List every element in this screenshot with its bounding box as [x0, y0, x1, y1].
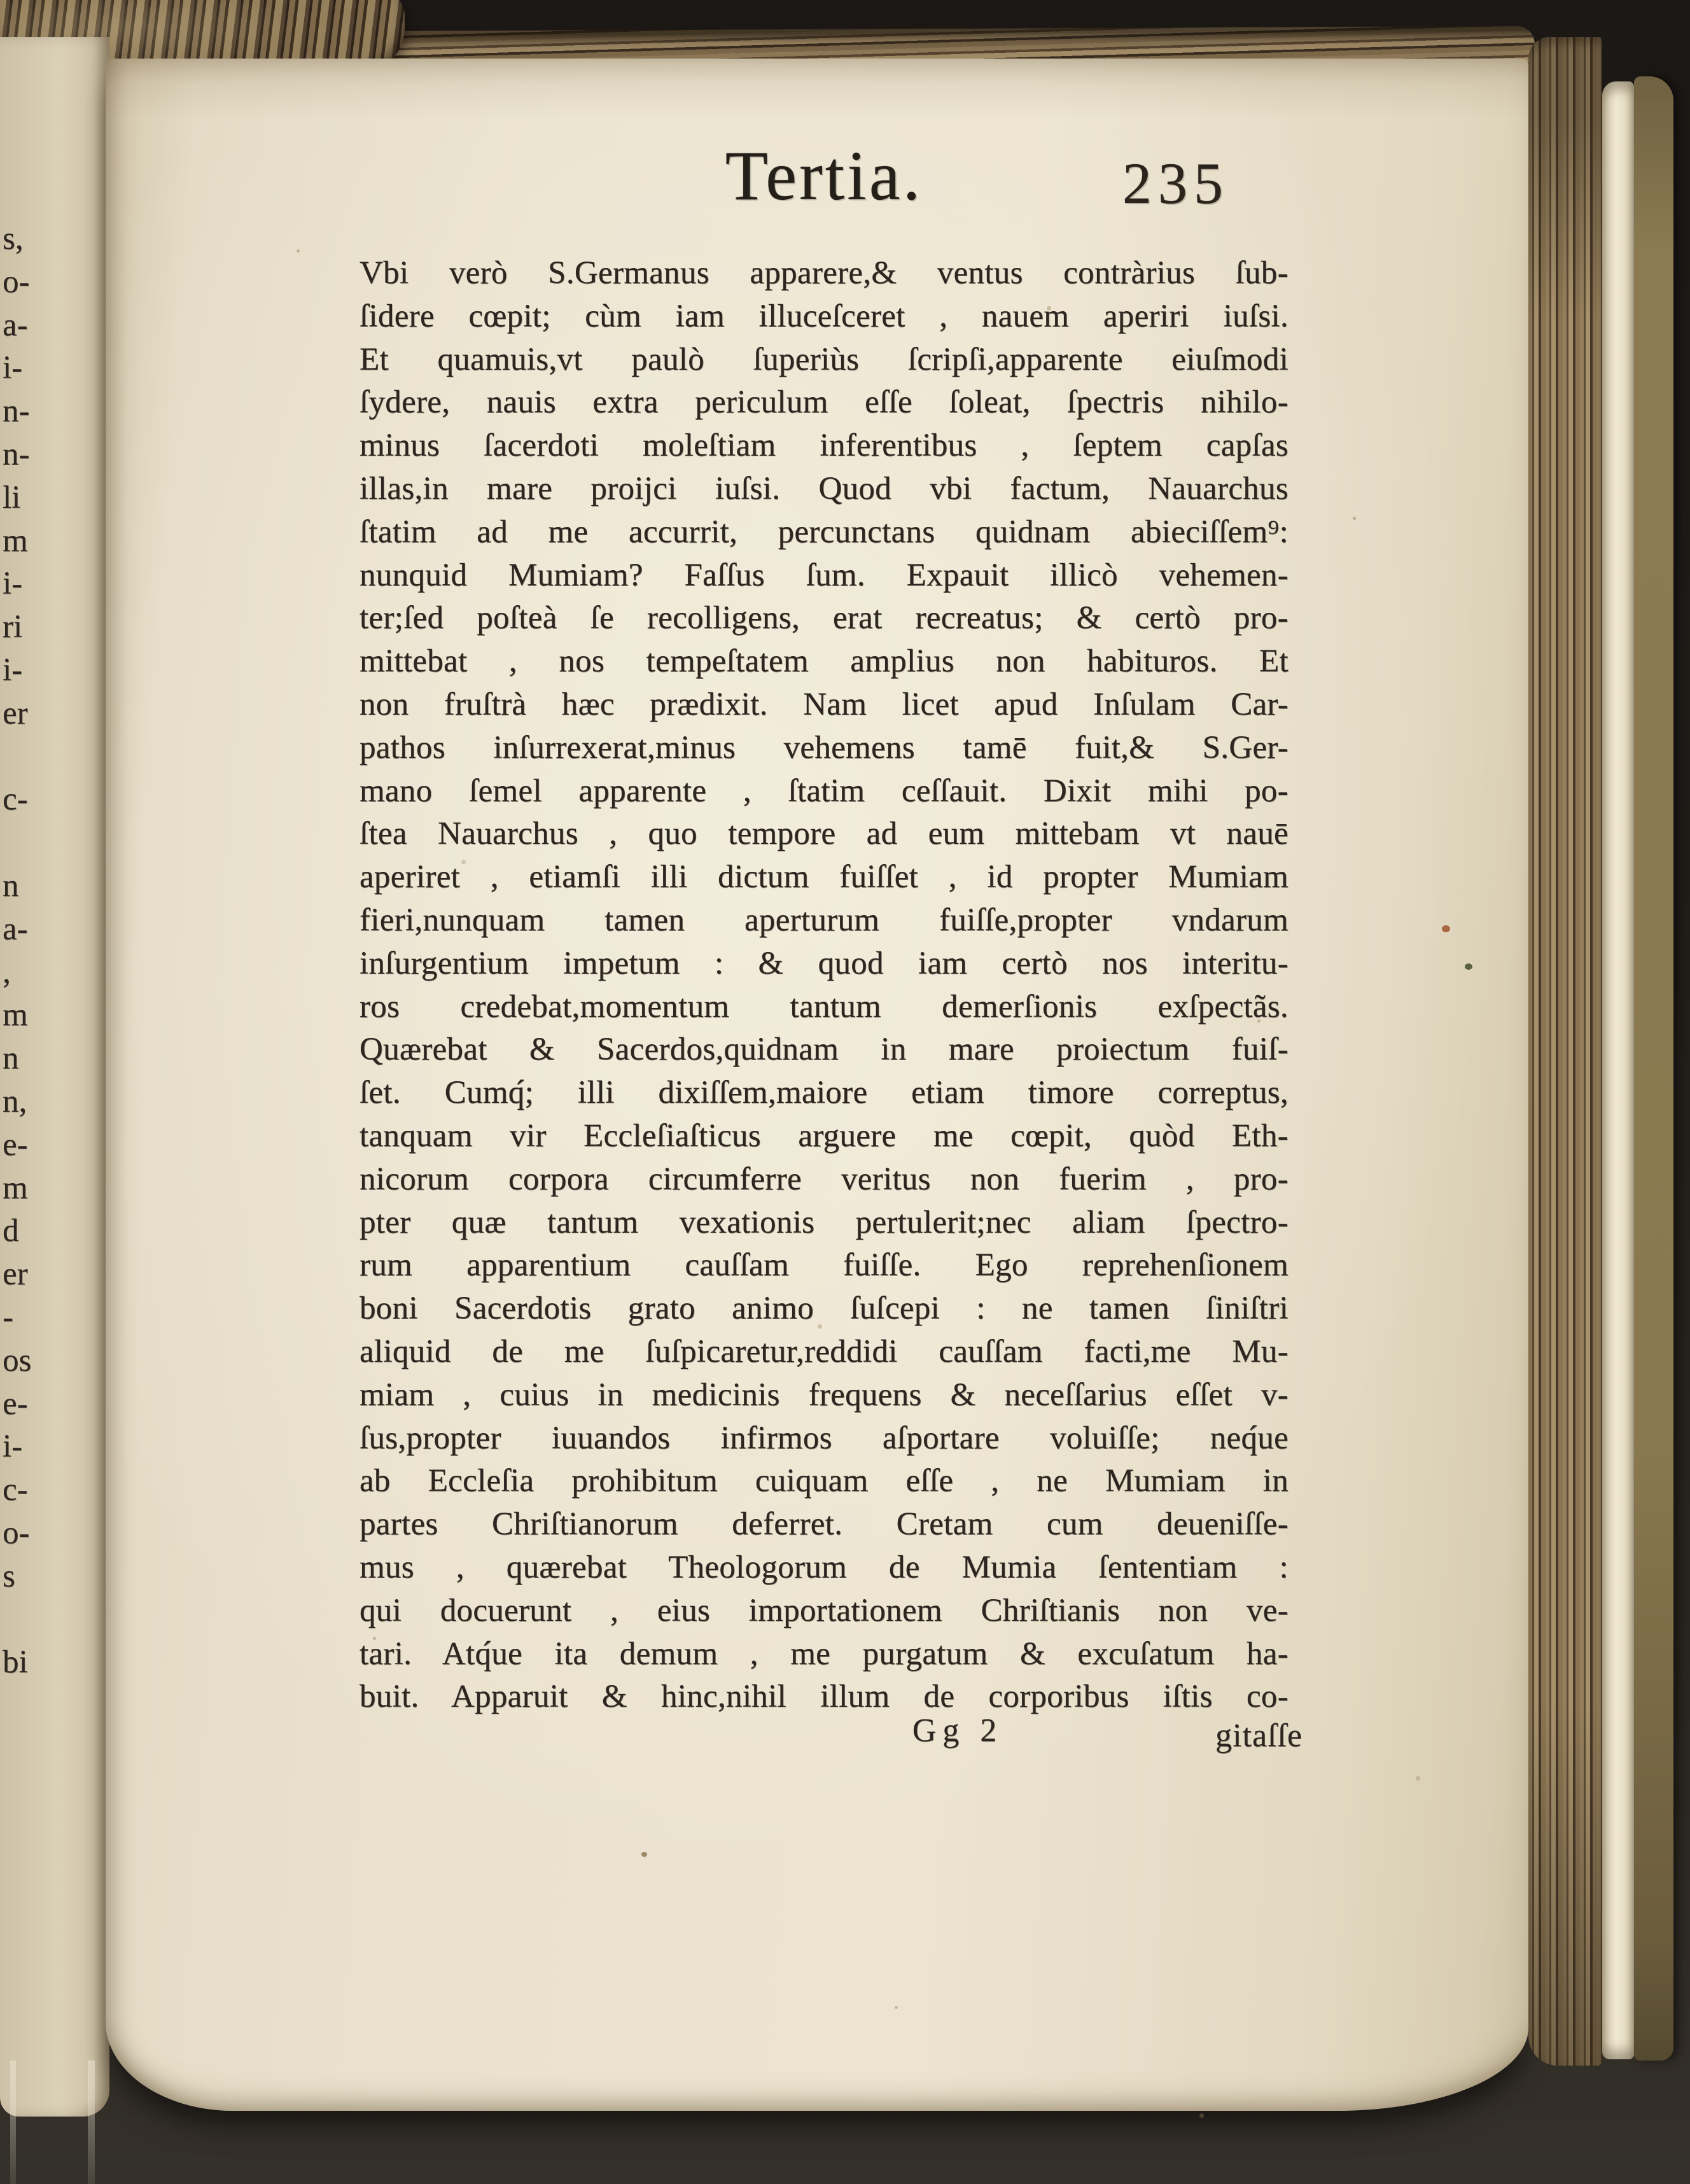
text-line: minus ſacerdoti moleſtiam inferentibus , ſeptem capſas: [360, 428, 1288, 464]
line-fragment: a-: [3, 911, 28, 947]
line-fragment: -: [3, 1299, 13, 1335]
text-line: inſurgentium impetum : & quod iam certò nos interitu-: [360, 945, 1288, 981]
paper-fibers: [297, 249, 300, 253]
line-fragment: i-: [3, 1429, 23, 1465]
text-line: ros credebat,momentum tantum demerſionis exſpectãs.: [360, 988, 1288, 1025]
signature-row: [360, 1712, 1302, 1763]
line-fragment: bi: [3, 1644, 28, 1681]
page-number: 235: [1122, 151, 1229, 216]
text-line: mus , quærebat Theologorum de Mumia ſententiam :: [360, 1549, 1288, 1585]
text-line: ſydere, nauis extra periculum eſſe ſoleat, ſpectris nihilo-: [360, 384, 1288, 421]
text-line: nicorum corpora circumferre veritus non fuerim , pro-: [360, 1161, 1288, 1197]
text-line: Vbi verò S.Germanus apparere,& ventus contràrius ſub-: [360, 255, 1288, 291]
text-line: pathos inſurrexerat,minus vehemens tamē fuit,& S.Ger-: [360, 729, 1288, 766]
line-fragment: m: [3, 522, 28, 559]
text-line: aliquid de me ſuſpicaretur,reddidi cauſſam facti,me Mu-: [360, 1333, 1288, 1369]
line-fragment: e-: [3, 1126, 28, 1163]
line-fragment: n: [3, 868, 19, 904]
paper-speck: [641, 1852, 647, 1857]
line-fragment: s,: [3, 221, 24, 256]
line-fragment: ri: [3, 609, 23, 645]
text-line: tanquam vir Eccleſiaſticus arguere me cœpit, quòd Eth-: [360, 1117, 1288, 1154]
text-line: Quærebat & Sacerdos,quidnam in mare proiectum fuiſ-: [360, 1032, 1288, 1068]
running-head-title: Tertia.: [725, 137, 923, 214]
cradle-reflection: [10, 2061, 16, 2184]
line-fragment: er: [3, 695, 28, 731]
line-fragment: c-: [3, 781, 28, 818]
gathering-signature: Gg 2: [912, 1712, 1003, 1749]
cradle-reflection: [88, 2061, 95, 2184]
line-fragment: a-: [3, 307, 28, 343]
text-line: ſtea Nauarchus , quo tempore ad eum mittebam vt nauē: [360, 816, 1288, 852]
line-fragment: m: [3, 997, 28, 1033]
line-fragment: ,: [3, 954, 11, 990]
text-line: tari. Atq́ue ita demum , me purgatum & excuſatum ha-: [360, 1635, 1288, 1672]
body-text: [360, 252, 1288, 1719]
book-cover-edge: [1634, 76, 1673, 2061]
text-line: ſidere cœpit; cùm iam illuceſceret , nauem aperiri iuſsi.: [360, 298, 1288, 334]
line-fragment: n: [3, 1040, 19, 1077]
line-fragment: os: [3, 1342, 32, 1378]
text-line: partes Chriſtianorum deferret. Cretam cum deueniſſe-: [360, 1506, 1288, 1543]
line-fragment: e-: [3, 1385, 28, 1422]
text-line: boni Sacerdotis grato animo ſuſcepi : ne tamen ſiniſtri: [360, 1291, 1288, 1327]
text-line: qui docuerunt , eius importationem Chriſtianis non ve-: [360, 1592, 1288, 1628]
text-line: ab Eccleſia prohibitum cuiquam eſſe , ne Mumiam in: [360, 1463, 1288, 1499]
book-page: [106, 59, 1528, 2111]
text-line: illas,in mare proijci iuſsi. Quod vbi factum, Nauarchus: [360, 470, 1288, 507]
fore-edge-page-edges: [1528, 37, 1602, 2066]
line-fragment: i-: [3, 566, 23, 602]
text-line: buit. Apparuit & hinc,nihil illum de corporibus iſtis co-: [360, 1679, 1288, 1715]
text-line: Et quamuis,vt paulò ſuperiùs ſcripſi,apparente eiuſmodi: [360, 341, 1288, 377]
text-line: miam , cuius in medicinis frequens & neceſſarius eſſet v-: [360, 1376, 1288, 1413]
line-fragment: m: [3, 1170, 28, 1206]
text-line: pter quæ tantum vexationis pertulerit;nec aliam ſpectro-: [360, 1204, 1288, 1240]
text-line: ter;ſed poſteà ſe recolligens, erat recreatus; & certò pro-: [360, 600, 1288, 636]
text-line: mano ſemel apparente , ſtatim ceſſauit. Dixit mihi po-: [360, 773, 1288, 809]
line-fragment: n-: [3, 437, 30, 472]
flyleaf-edge: [1602, 81, 1634, 2059]
text-line: mittebat , nos tempeſtatem amplius non habituros. Et: [360, 643, 1288, 680]
text-line: ſtatim ad me accurrit, percunctans quidnam abieciſſem⁹:: [360, 514, 1288, 550]
text-line: aperiret , etiamſi illi dictum fuiſſet , id propter Mumiam: [360, 859, 1288, 895]
line-fragment: d: [3, 1213, 19, 1249]
line-fragment: n,: [3, 1084, 27, 1119]
line-fragment: c-: [3, 1472, 28, 1508]
previous-page-sliver: [0, 37, 109, 2117]
line-fragment: li: [3, 479, 21, 515]
text-line: non fruſtrà hæc prædixit. Nam licet apud Inſulam Car-: [360, 686, 1288, 722]
line-fragment: s: [3, 1558, 15, 1594]
text-line: rum apparentium cauſſam fuiſſe. Ego reprehenſionem: [360, 1247, 1288, 1284]
line-fragment: i-: [3, 350, 23, 386]
paper-speck: [1465, 963, 1472, 970]
text-line: ſet. Cumq́; illi dixiſſem,maiore etiam timore correptus,: [360, 1075, 1288, 1111]
line-fragment: o-: [3, 1515, 30, 1551]
line-fragment: n-: [3, 393, 30, 430]
text-line: nunquid Mumiam? Faſſus ſum. Expauit illicò vehemen-: [360, 557, 1288, 593]
line-fragment: er: [3, 1256, 28, 1292]
line-fragment: i-: [3, 652, 23, 688]
text-line: fieri,nunquam tamen aperturum fuiſſe,propter vndarum: [360, 902, 1288, 938]
paper-speck: [1442, 925, 1450, 932]
catchword: gitaſſe: [1215, 1718, 1302, 1754]
line-fragment: o-: [3, 263, 30, 300]
text-line: ſus,propter iuuandos infirmos aſportare voluiſſe; neq́ue: [360, 1420, 1288, 1456]
